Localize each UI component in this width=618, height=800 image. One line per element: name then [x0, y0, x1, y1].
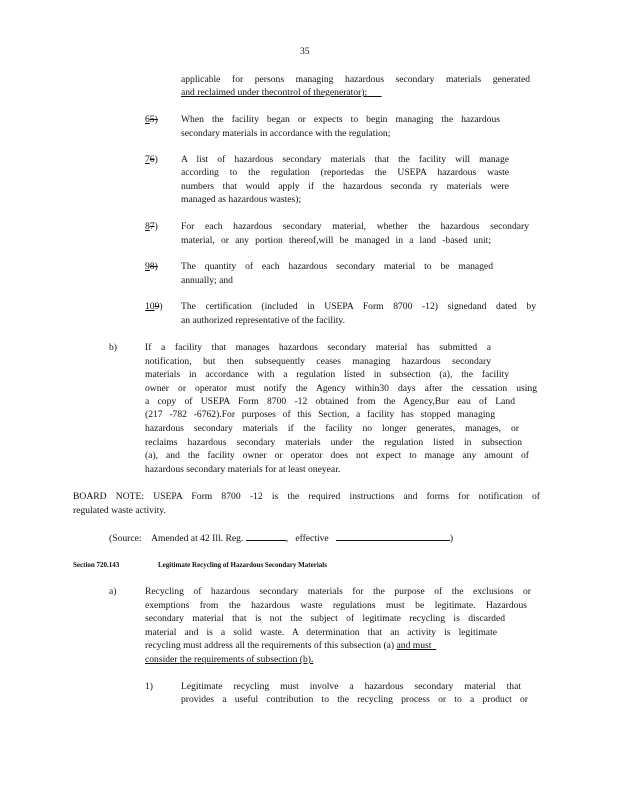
item-line: numbers that would apply if the hazardous seconda ry materials were	[181, 181, 509, 192]
item-number: 65)	[145, 114, 158, 125]
paragraph-label: a)	[109, 586, 117, 597]
paragraph-line: notification, but then subsequently ceases managing hazardous secondary	[145, 356, 491, 367]
paragraph-line: reclaims hazardous secondary materials under the regulation listed in subsection	[145, 437, 522, 448]
page-number: 35	[300, 46, 310, 57]
item-number: 98)	[145, 261, 158, 272]
inserted-text: and reclaimed under thecontrol of thegenerator);	[181, 87, 368, 98]
paragraph-label: b)	[109, 342, 117, 353]
inserted-text: consider the requirements of subsection (b).	[145, 654, 314, 665]
paragraph-line: owner or operator must notify the Agency within30 days after the cessation using	[145, 383, 537, 394]
board-note-line-1: BOARD NOTE: USEPA Form 8700 -12 is the required instructions and forms for notification of	[73, 491, 540, 502]
subsection-line: provides a useful contribution to the recycling process or to a product or	[181, 694, 528, 705]
paragraph-line: hazardous secondary materials for at least oneyear.	[145, 464, 341, 475]
reg-volume-blank	[246, 531, 286, 541]
paragraph-line	[145, 653, 313, 666]
paragraph-line: material and is a solid waste. A determination that an activity is legitimate	[145, 627, 497, 638]
source-note: (Source: Amended at 42 Ill. Reg. , effective )	[109, 533, 454, 544]
item-line: an authorized representative of the facility.	[181, 315, 345, 326]
continuation-line-2	[181, 86, 382, 99]
paragraph-line: materials in accordance with a regulation listed in subsection (a), the facility	[145, 369, 509, 380]
paragraph-line: exemptions from the hazardous waste regulations must be legitimate. Hazardous	[145, 600, 527, 611]
section-number: Section 720.143	[73, 561, 120, 569]
inserted-text: and must	[396, 640, 432, 651]
section-title: Legitimate Recycling of Hazardous Secondary Materials	[158, 561, 327, 569]
paragraph-line: (a), and the facility owner or operator does not expect to manage any amount of	[145, 450, 529, 461]
item-line: managed as hazardous wastes);	[181, 194, 302, 205]
item-line: according to the regulation (reportedas the USEPA hazardous waste	[181, 167, 509, 178]
underline-tail	[367, 87, 381, 98]
paragraph-line: If a facility that manages hazardous secondary material has submitted a	[145, 342, 491, 353]
subsection-label: 1)	[145, 681, 153, 692]
item-number: 87)	[145, 221, 158, 232]
paragraph-line: (217 -782 -6762).For purposes of this Section, a facility has stopped managing	[145, 409, 495, 420]
paragraph-line: Recycling of hazardous secondary materials for the purpose of the exclusions or	[145, 586, 531, 597]
effective-date-blank	[336, 531, 450, 541]
item-number: 109)	[145, 301, 163, 312]
item-line: A list of hazardous secondary materials that the facility will manage	[181, 154, 509, 165]
subsection-line: Legitimate recycling must involve a hazardous secondary material that	[181, 681, 521, 692]
item-line: For each hazardous secondary material, whether the hazardous secondary	[181, 221, 529, 232]
paragraph-line: a copy of USEPA Form 8700 -12 obtained from the Agency,Bur eau of Land	[145, 396, 515, 407]
continuation-line-1: applicable for persons managing hazardous secondary materials generated	[181, 74, 530, 85]
item-line: annually; and	[181, 275, 233, 286]
paragraph-line: hazardous secondary materials if the facility no longer generates, manages, or	[145, 423, 519, 434]
paragraph-line: recycling must address all the requirements of this subsection (a) and must	[145, 640, 432, 651]
item-line: The quantity of each hazardous secondary material to be managed	[181, 261, 493, 272]
item-number: 76)	[145, 154, 158, 165]
item-line: The certification (included in USEPA Form 8700 -12) signedand dated by	[181, 301, 536, 312]
paragraph-line: secondary material that is not the subject of legitimate recycling is discarded	[145, 613, 505, 624]
item-line: secondary materials in accordance with the regulation;	[181, 128, 391, 139]
item-line: material, or any portion thereof,will be managed in a land -based unit;	[181, 235, 491, 246]
board-note-line-2: regulated waste activity.	[73, 505, 166, 516]
item-line: When the facility began or expects to begin managing the hazardous	[181, 114, 500, 125]
